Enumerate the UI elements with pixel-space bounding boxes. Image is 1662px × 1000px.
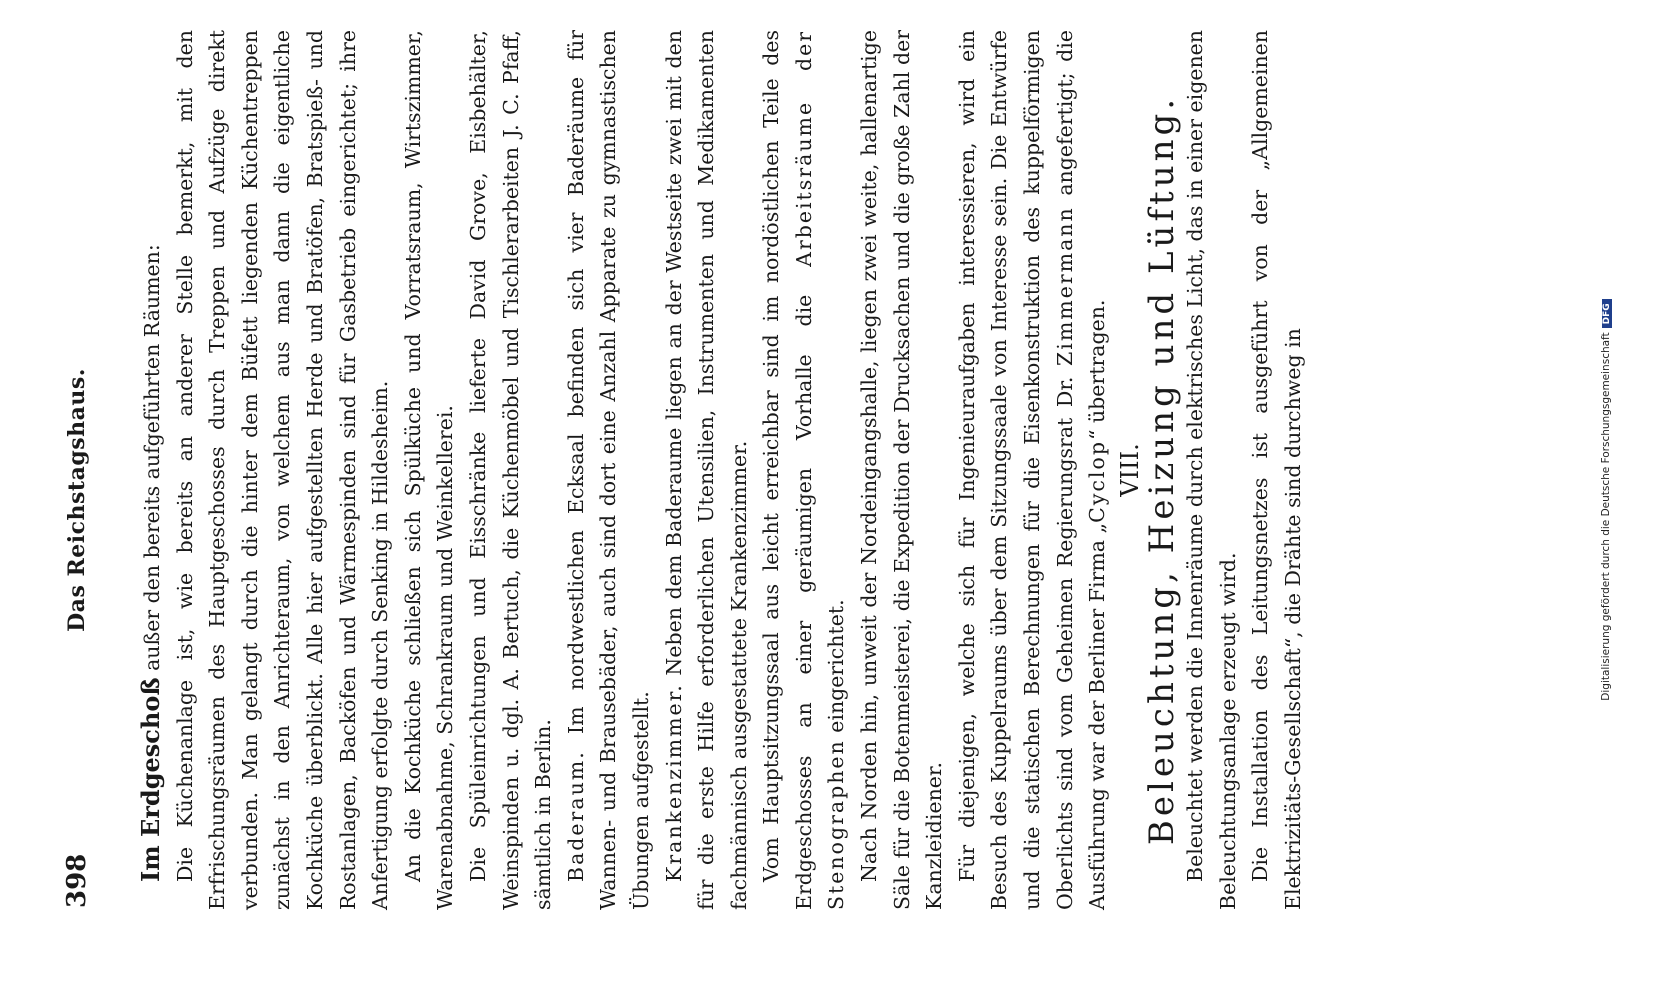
spaced-term: Krankenzimmer. (661, 683, 686, 882)
page-number: 398 (62, 853, 92, 908)
paragraph-installation: Die Installation des Leitungsnetzes ist ausgeführt von der „Allgemeinen Elektrizitäts-Gesellschaft“, die Drähte sind durchweg in (1248, 30, 1305, 910)
paragraph-kuechenanlage: Die Küchenanlage ist, wie bereits an anderer Stelle bemerkt, mit den Erfrischungsräumen des Hauptgeschosses durch Treppen und Aufzüge direkt verbunden. Man gelangt durch die hinter dem Büfett liegenden Küchentreppen zunächst in den Anrichteraum, von welchem aus man dann die eigentliche Kochküche überblickt. Alle hier aufgestellten Herde und Bratöfen, Bratspieß- und Rostanlagen, Backöfen und Wärmespinden sind für Gasbetrieb eingerichtet; ihre Anfertigung erfolgte durch Senking in Hildesheim. (172, 30, 393, 910)
credit-text: Digitalisierung gefördert durch die Deutsche Forschungsgemeinschaft (1600, 332, 1612, 701)
paragraph-kuppelraum (951, 30, 1114, 910)
paragraph-stenographen (755, 30, 853, 910)
paragraph-kochkueche: An die Kochküche schließen sich Spülküche und Vorratsraum, Wirtszimmer, Warenabnahme, Schrankraum und Weinkellerei. (400, 30, 458, 910)
text-column (135, 30, 1309, 910)
paragraph-text: angefertigt; die Ausführung war der Berliner Firma „ (1052, 30, 1110, 910)
spaced-term: Baderaum. (563, 750, 588, 882)
running-head: Das Reichstagshaus. (64, 368, 90, 632)
paragraph-text: Für diejenigen, welche sich für Ingenieuraufgaben interessieren, wird ein Besuch des Kuppelraums über dem Sitzungssaale von Interesse sein. Die Entwürfe und die statischen Berechnungen für die Eisenkonstruktion des kuppelförmigen Oberlichts sind vom Geheimen Regierungsrat Dr. (954, 30, 1077, 910)
paragraph-text: Vom Hauptsitzungssaal aus leicht erreichbar sind im nordöstlichen Teile des Erdgeschosses an einer geräumigen Vorhalle die (759, 30, 816, 910)
lead-heading: Im Erdgeschoß (136, 677, 165, 882)
paragraph-text: Im nordwestlichen Ecksaal befinden sich vier Baderäume für Wannen- und Brausebäder, auch sind dort eine Anzahl Apparate zu gymnastischen Übungen aufgestellt. (563, 30, 653, 910)
paragraph-text: außer den bereits aufgeführten Räumen: (140, 244, 164, 678)
paragraph-nordeingang: Nach Norden hin, unweit der Nordeingangshalle, liegen zwei weite, hallenartige Säle für die Botenmeisterei, die Expedition der Drucksachen und die große Zahl der Kanzleidiener. (857, 30, 947, 910)
spaced-term: Arbeitsräume der Stenographen (791, 29, 849, 910)
paragraph-erdgeschoss (135, 30, 169, 910)
paragraph-krankenzimmer (658, 30, 756, 910)
chapter-number: VIII. (1115, 443, 1144, 497)
spaced-term: Cyclop (1085, 440, 1110, 523)
paragraph-text: Neben dem Baderaume liegen an der Westseite zwei mit den für die erste Hilfe erforderlichen Utensilien, Instrumenten und Medikamenten fachmännisch ausgestattete Krankenzimmer. (661, 30, 751, 910)
paragraph-beleuchtung: Beleuchtet werden die Innenräume durch elektrisches Licht, das in einer eigenen Beleuchtungsanlage erzeugt wird. (1183, 30, 1240, 910)
paragraph-text: “ übertragen. (1085, 299, 1110, 441)
dfg-logo: DFG (1602, 299, 1612, 328)
digitization-credit (1600, 0, 1612, 1000)
spaced-term: Zimmermann (1052, 206, 1077, 366)
paragraph-spuelenrichtungen: Die Spüleinrichtungen und Eisschränke lieferte David Grove, Eisbehälter, Weinspinden u. dgl. A. Bertuch, die Küchenmöbel und Tischlerarbeiten J. C. Pfaff, sämtlich in Berlin. (465, 30, 556, 910)
paragraph-baderaum (560, 30, 658, 910)
paragraph-text: eingerichtet. (824, 599, 849, 740)
chapter-title: Beleuchtung, Heizung und Lüftung. (1142, 94, 1183, 846)
